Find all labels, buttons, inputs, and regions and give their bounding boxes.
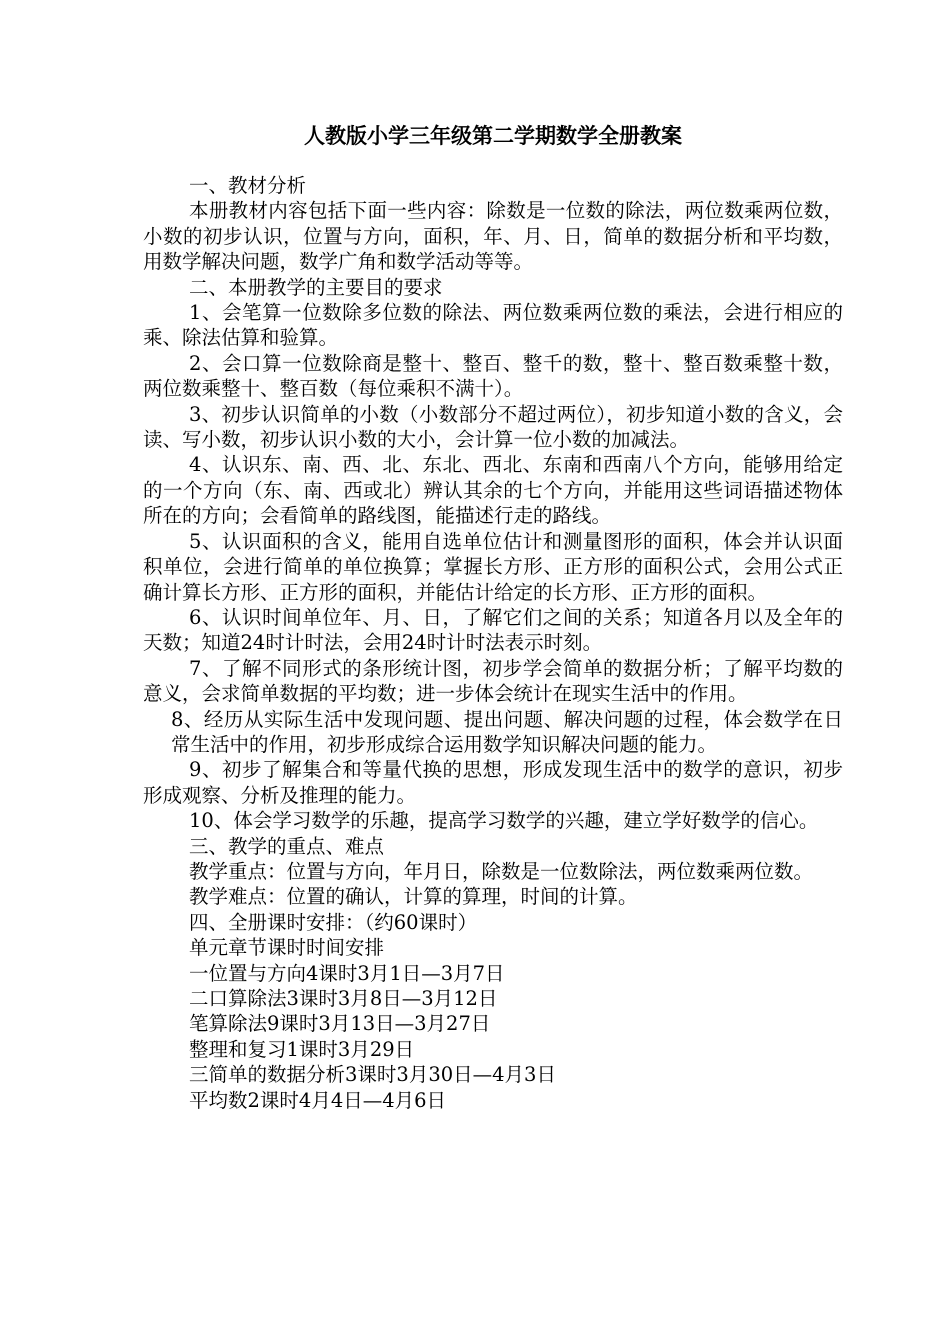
schedule-row: 一位置与方向4课时3月1日—3月7日 (189, 961, 505, 985)
key-points-text: 教学重点：位置与方向，年月日，除数是一位数除法，两位数乘两位数。 (189, 859, 814, 883)
schedule-row: 三简单的数据分析3课时3月30日—4月3日 (189, 1063, 556, 1087)
schedule-row: 整理和复习1课时3月29日 (189, 1037, 415, 1061)
paragraph-textbook-analysis: 本册教材内容包括下面一些内容：除数是一位数的除法，两位数乘两位数，小数的初步认识，位置与方向，面积，年、月、日，简单的数据分析和平均数，用数学解决问题，数学广角和数学活动等等。 (143, 199, 843, 274)
section-heading-4: 四、全册课时安排：（约60课时） (189, 910, 478, 934)
goal-item-10: 10、体会学习数学的乐趣，提高学习数学的兴趣，建立学好数学的信心。 (189, 809, 819, 833)
document-title: 人教版小学三年级第二学期数学全册教案 (304, 123, 682, 148)
goal-item-8 (143, 707, 843, 758)
section-heading-1: 一、教材分析 (189, 174, 307, 197)
goal-item-9: 9、初步了解集合和等量代换的思想，形成发现生活中的数学的意识，初步形成观察、分析及推理的能力。 (143, 758, 843, 807)
schedule-row: 笔算除法9课时3月13日—3月27日 (189, 1012, 491, 1036)
goal-item-2: 2、会口算一位数除商是整十、整百、整千的数，整十、整百数乘整十数，两位数乘整十、整百数（每位乘积不满十）。 (143, 351, 843, 401)
goal-item-5: 5、认识面积的含义，能用自选单位估计和测量图形的面积，体会并认识面积单位，会进行简单的单位换算；掌握长方形、正方形的面积公式，会用公式正确计算长方形、正方形的面积，并能估计给定的长方形、正方形的面积。 (143, 529, 843, 604)
difficulties-text: 教学难点：位置的确认，计算的算理，时间的计算。 (189, 885, 638, 909)
document-body (143, 173, 843, 1113)
section-heading-2: 二、本册教学的主要目的要求 (189, 275, 443, 299)
goal-item-1: 1、会笔算一位数除多位数的除法、两位数乘两位数的乘法，会进行相应的乘、除法估算和验算。 (143, 301, 843, 350)
goal-item-8-text: 8、经历从实际生活中发现问题、提出问题、解决问题的过程，体会数学在日常生活中的作用，初步形成综合运用数学知识解决问题的能力。 (171, 707, 843, 756)
section-heading-3: 三、教学的重点、难点 (189, 834, 385, 858)
goal-item-7: 7、了解不同形式的条形统计图，初步学会简单的数据分析；了解平均数的意义，会求简单数据的平均数；进一步体会统计在现实生活中的作用。 (143, 656, 843, 706)
goal-item-4: 4、认识东、南、西、北、东北、西北、东南和西南八个方向，能够用给定的一个方向（东、南、西或北）辨认其余的七个方向，并能用这些词语描述物体所在的方向；会看简单的路线图，能描述行走的路线。 (143, 453, 843, 528)
goal-item-3: 3、初步认识简单的小数（小数部分不超过两位），初步知道小数的含义，会读、写小数，初步认识小数的大小，会计算一位小数的加减法。 (143, 402, 843, 452)
schedule-row: 平均数2课时4月4日—4月6日 (189, 1088, 447, 1112)
goal-item-6: 6、认识时间单位年、月、日，了解它们之间的关系；知道各月以及全年的天数；知道24时计时法，会用24时计时法表示时刻。 (143, 605, 843, 655)
schedule-row: 二口算除法3课时3月8日—3月12日 (189, 987, 498, 1010)
schedule-header: 单元章节课时时间安排 (189, 936, 385, 960)
